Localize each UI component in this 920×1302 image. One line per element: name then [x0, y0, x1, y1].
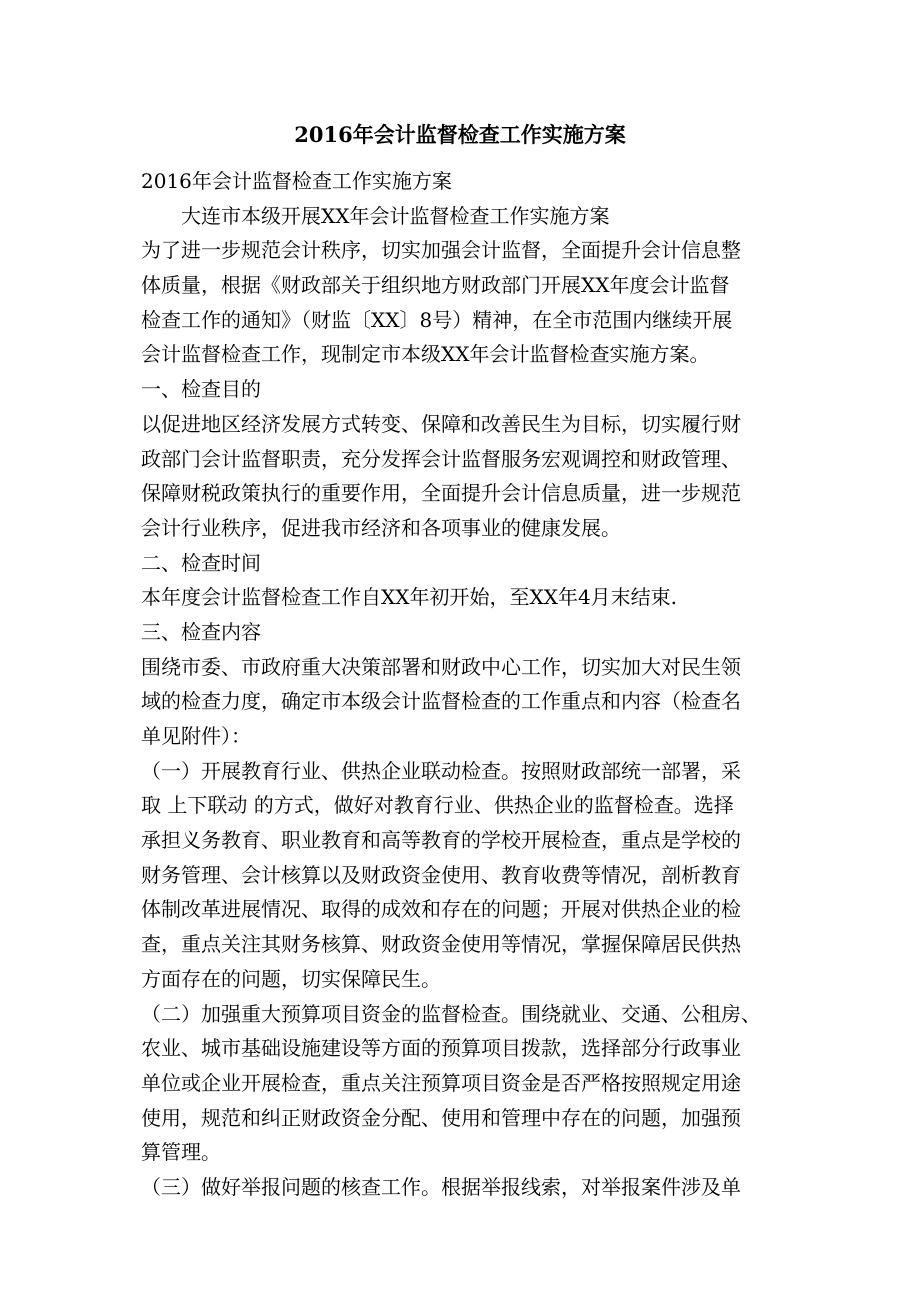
text-line: 体质量，根据《财政部关于组织地方财政部门开展XX年度会计监督 — [141, 273, 730, 298]
text-line: 财务管理、会计核算以及财政资金使用、教育收费等情况，剖析教育 — [141, 862, 741, 887]
text-line: 会计监督检查工作，现制定市本级XX年会计监督检查实施方案。 — [141, 342, 710, 367]
text-line: 2016年会计监督检查工作实施方案 — [141, 169, 452, 193]
text-line: 方面存在的问题，切实保障民生。 — [141, 966, 441, 991]
text-line: （二）加强重大预算项目资金的监督检查。围绕就业、交通、公租房、 — [141, 1001, 761, 1026]
text-line: 会计行业秩序，促进我市经济和各项事业的健康发展。 — [141, 515, 621, 540]
text-line: 为了进一步规范会计秩序，切实加强会计监督，全面提升会计信息整 — [141, 238, 741, 263]
text-line: 大连市本级开展XX年会计监督检查工作实施方案 — [181, 203, 610, 228]
text-line: 使用，规范和纠正财政资金分配、使用和管理中存在的问题，加强预 — [141, 1105, 741, 1130]
document-title: 2016年会计监督检查工作实施方案 — [294, 122, 626, 147]
text-line: 承担义务教育、职业教育和高等教育的学校开展检查，重点是学校的 — [141, 828, 741, 853]
text-line: 检查工作的通知》（财监〔XX〕8号）精神，在全市范围内继续开展 — [141, 307, 733, 332]
text-line: 算管理。 — [141, 1140, 221, 1165]
text-line: 单位或企业开展检查，重点关注预算项目资金是否严格按照规定用途 — [141, 1070, 741, 1095]
text-line: （三）做好举报问题的核查工作。根据举报线索，对举报案件涉及单 — [141, 1174, 741, 1199]
text-line: 取 上下联动 的方式，做好对教育行业、供热企业的监督检查。选择 — [141, 793, 734, 818]
text-line: 以促进地区经济发展方式转变、保障和改善民生为目标，切实履行财 — [141, 411, 741, 436]
text-line: 体制改革进展情况、取得的成效和存在的问题；开展对供热企业的检 — [141, 897, 741, 922]
section-heading: 二、检查时间 — [141, 550, 261, 575]
text-line: 保障财税政策执行的重要作用，全面提升会计信息质量，进一步规范 — [141, 481, 741, 506]
text-line: 农业、城市基础设施建设等方面的预算项目拨款，选择部分行政事业 — [141, 1036, 741, 1061]
text-line: 本年度会计监督检查工作自XX年初开始，至XX年4月末结束. — [141, 585, 678, 610]
text-line: 单见附件）： — [141, 724, 251, 748]
section-heading: 一、检查目的 — [141, 377, 261, 402]
document-body — [141, 164, 791, 1205]
section-heading: 三、检查内容 — [141, 619, 261, 644]
text-line: （一）开展教育行业、供热企业联动检查。按照财政部统一部署，采 — [141, 758, 741, 783]
text-line: 围绕市委、市政府重大决策部署和财政中心工作，切实加大对民生领 — [141, 654, 741, 679]
text-line: 域的检查力度，确定市本级会计监督检查的工作重点和内容（检查名 — [141, 689, 741, 714]
text-line: 查，重点关注其财务核算、财政资金使用等情况，掌握保障居民供热 — [141, 932, 741, 957]
text-line: 政部门会计监督职责，充分发挥会计监督服务宏观调控和财政管理、 — [141, 446, 741, 471]
